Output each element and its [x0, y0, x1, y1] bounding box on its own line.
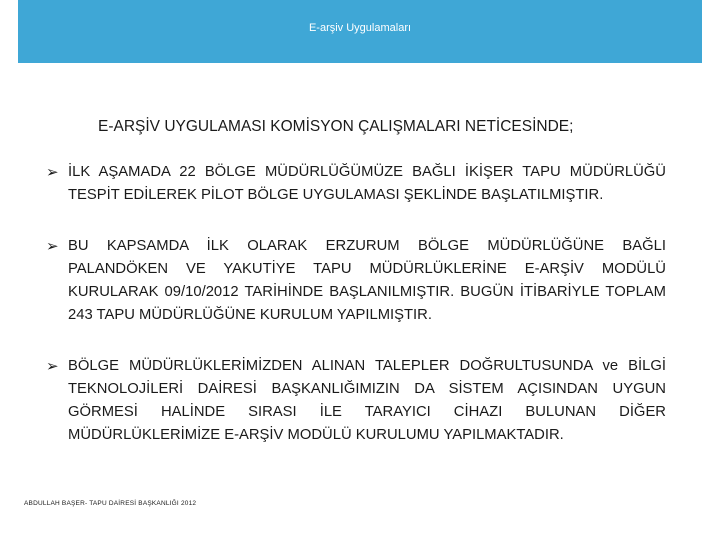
- bullet-list: [46, 161, 666, 475]
- bullet-item: [46, 235, 666, 327]
- bullet-text: BÖLGE MÜDÜRLÜKLERİMİZDEN ALINAN TALEPLER DOĞRULTUSUNDA ve BİLGİ TEKNOLOJİLERİ DAİRESİ BAŞKANLIĞIMIZIN DA SİSTEM AÇISINDAN UYGUN GÖRMESİ HALİNDE SIRASI İLE TARAYICI CİHAZI BULUNAN DİĞER MÜDÜRLÜKLERİMİZE E-ARŞİV MODÜLÜ KURULUMU YAPILMAKTADIR.: [68, 358, 666, 443]
- bullet-item: [46, 355, 666, 447]
- arrow-bullet-icon: ➢: [46, 164, 59, 181]
- bullet-item: [46, 161, 666, 207]
- section-heading: E-ARŞİV UYGULAMASI KOMİSYON ÇALIŞMALARI NETİCESİNDE;: [98, 118, 574, 135]
- slide-header-bar: [18, 0, 702, 63]
- arrow-bullet-icon: ➢: [46, 358, 59, 375]
- bullet-text: BU KAPSAMDA İLK OLARAK ERZURUM BÖLGE MÜDÜRLÜĞÜNE BAĞLI PALANDÖKEN VE YAKUTİYE TAPU MÜDÜRLÜKLERİNE E-ARŞİV MODÜLÜ KURULARAK 09/10/2012 TARİHİNDE BAŞLANILMIŞTIR. BUGÜN İTİBARİYLE TOPLAM 243 TAPU MÜDÜRLÜĞÜNE KURULUM YAPILMIŞTIR.: [68, 238, 666, 323]
- bullet-text: İLK AŞAMADA 22 BÖLGE MÜDÜRLÜĞÜMÜZE BAĞLI İKİŞER TAPU MÜDÜRLÜĞÜ TESPİT EDİLEREK PİLOT BÖLGE UYGULAMASI ŞEKLİNDE BAŞLATILMIŞTIR.: [68, 164, 666, 203]
- footer-credit: ABDULLAH BAŞER- TAPU DAİRESİ BAŞKANLIĞI 2012: [24, 500, 197, 507]
- slide-header-title: E-arşiv Uygulamaları: [308, 22, 412, 34]
- arrow-bullet-icon: ➢: [46, 238, 59, 255]
